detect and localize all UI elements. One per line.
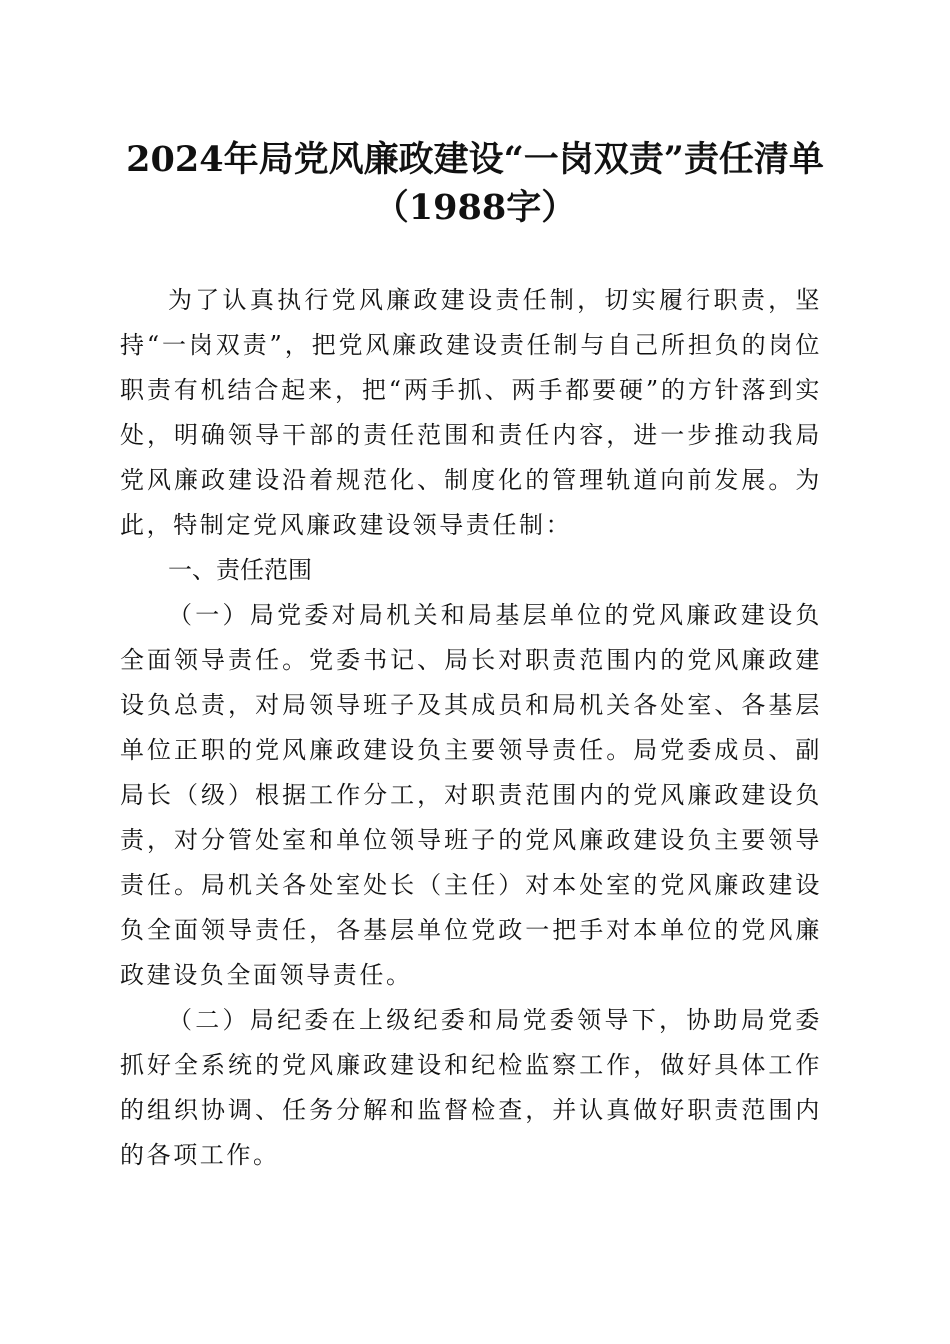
document-body [120,278,822,1178]
document-title: 2024年局党风廉政建设“一岗双责”责任清单（1988字） [126,139,824,228]
scope-item-1: （一）局党委对局机关和局基层单位的党风廉政建设负全面领导责任。党委书记、局长对职责范围内的党风廉政建设负总责，对局领导班子及其成员和局机关各处室、各基层单位正职的党风廉政建设负主要领导责任。局党委成员、副局长（级）根据工作分工，对职责范围内的党风廉政建设负责，对分管处室和单位领导班子的党风廉政建设负主要领导责任。局机关各处室处长（主任）对本处室的党风廉政建设负全面领导责任，各基层单位党政一把手对本单位的党风廉政建设负全面领导责任。 [120,601,822,989]
section-heading-scope: 一、责任范围 [168,556,312,584]
intro-paragraph: 为了认真执行党风廉政建设责任制，切实履行职责，坚持“一岗双责”，把党风廉政建设责任制与自己所担负的岗位职责有机结合起来，把“两手抓、两手都要硬”的方针落到实处，明确领导干部的责任范围和责任内容，进一步推动我局党风廉政建设沿着规范化、制度化的管理轨道向前发展。为此，特制定党风廉政建设领导责任制： [120,286,822,539]
scope-item-2: （二）局纪委在上级纪委和局党委领导下，协助局党委抓好全系统的党风廉政建设和纪检监察工作，做好具体工作的组织协调、任务分解和监督检查，并认真做好职责范围内的各项工作。 [120,1006,822,1169]
